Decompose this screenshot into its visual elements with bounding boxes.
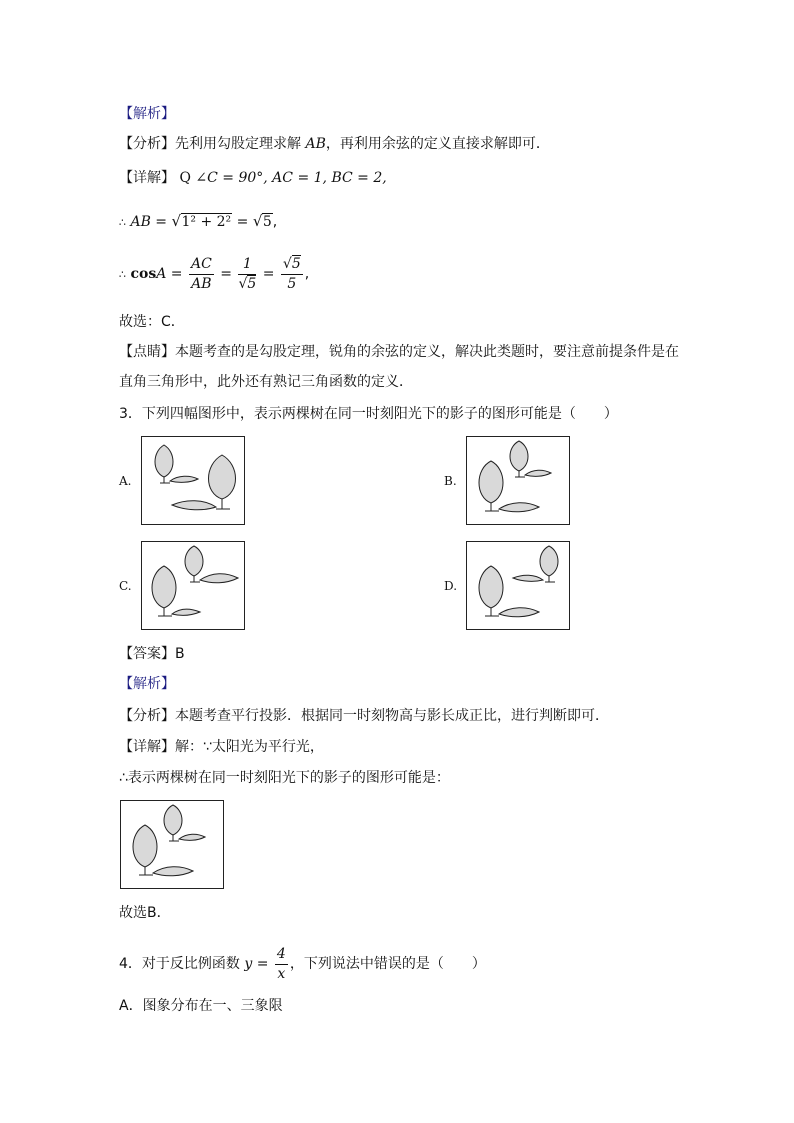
question-4-stem <box>119 944 486 984</box>
option-a-label: A. <box>119 474 132 488</box>
frac-sqrt5-5 <box>281 255 303 294</box>
option-b-figure[interactable] <box>466 436 570 525</box>
cos-eq2: = <box>220 266 232 282</box>
ab-lhs: AB = <box>130 214 168 230</box>
fenxi-text-b: ，再利用余弦的定义直接求解即可． <box>325 136 550 152</box>
option-d-figure[interactable] <box>466 541 570 630</box>
cos-label: cos <box>130 266 157 282</box>
q4-frac-num: 4 <box>275 945 288 965</box>
option-d-label: D. <box>444 579 458 593</box>
radical-icon: √ <box>238 275 248 292</box>
fenxi-line <box>119 134 550 154</box>
fenxi-ab: AB <box>305 136 326 152</box>
tree-small <box>155 445 198 483</box>
frac-num-sqrt <box>281 255 303 275</box>
xiangjie-line <box>119 168 387 188</box>
q4-fraction <box>275 945 288 984</box>
frac-1-sqrt5 <box>238 255 256 294</box>
tree-small <box>513 546 558 582</box>
tree-small <box>510 441 551 477</box>
sqrt-result <box>253 212 273 232</box>
fenxi-line-2: 【分析】本题考查平行投影．根据同一时刻物高与影长成正比，进行判断即可． <box>119 708 609 724</box>
xiangjie-q: Q <box>179 170 191 186</box>
ab-equation <box>119 212 277 233</box>
q4-stem-a: 4．对于反比例函数 <box>119 956 240 972</box>
cos-eq1: = <box>170 266 183 282</box>
cos-eq3: = <box>262 266 275 282</box>
tree-large <box>133 825 193 876</box>
fenxi-text-a: 先利用勾股定理求解 <box>175 136 301 152</box>
q4-stem-b: ，下列说法中错误的是（ ） <box>289 956 486 972</box>
radical-icon: √ <box>282 255 292 272</box>
frac-den-value: 5 <box>247 275 257 292</box>
q4-y-eq: y = <box>244 956 269 972</box>
xiangjie-conditions: ∠C = 90°, AC = 1, BC = 2, <box>195 170 387 186</box>
sqrt-expression <box>172 212 233 232</box>
q4-option-a[interactable]: A．图象分布在一、三象限 <box>119 998 283 1014</box>
guxuan-b: 故选B． <box>119 905 171 921</box>
sqrt-result-content: 5 <box>262 214 272 230</box>
frac-ac-ab <box>189 255 214 294</box>
cos-end: , <box>304 266 310 282</box>
cos-angle: A <box>156 266 167 282</box>
question-3-stem: 3．下列四幅图形中，表示两棵树在同一时刻阳光下的影子的图形可能是（ ） <box>119 406 618 422</box>
xiangjie-line-2: 【详解】解：∵太阳光为平行光， <box>119 739 324 755</box>
tree-large <box>479 461 539 512</box>
tree-large <box>479 566 539 617</box>
therefore-symbol: ∴ <box>119 216 126 229</box>
q4-frac-den: x <box>277 965 286 982</box>
ab-end: , <box>272 214 278 230</box>
dianjing-tag: 【点睛】 <box>119 344 175 360</box>
therefore-symbol: ∴ <box>119 268 126 281</box>
ab-eq: = <box>236 214 249 230</box>
analysis-heading: 【解析】 <box>119 106 175 122</box>
frac-num-value: 5 <box>291 255 301 272</box>
radical-icon: √ <box>252 212 263 230</box>
dianjing-line-1 <box>119 342 679 362</box>
therefore-line-2: ∴表示两棵树在同一时刻阳光下的影子的图形可能是： <box>119 770 450 786</box>
cos-equation <box>119 254 309 295</box>
frac-den-sqrt <box>238 275 256 294</box>
tree-small <box>164 805 205 841</box>
frac-num: 1 <box>238 255 256 275</box>
option-c-figure[interactable] <box>141 541 245 630</box>
option-a-figure[interactable] <box>141 436 245 525</box>
frac-den: AB <box>191 275 212 292</box>
answer-figure <box>120 800 224 889</box>
tree-small <box>185 546 238 583</box>
frac-num: AC <box>189 255 214 275</box>
guxuan-c: 故选：C． <box>119 314 185 330</box>
analysis-heading-2: 【解析】 <box>119 676 175 692</box>
fenxi-tag: 【分析】 <box>119 136 175 152</box>
radical-icon: √ <box>171 212 182 230</box>
option-c-label: C. <box>119 579 132 593</box>
sqrt-content: 1² + 2² <box>181 214 232 230</box>
dianjing-line-2: 直角三角形中，此外还有熟记三角函数的定义． <box>119 374 413 390</box>
xiangjie-tag: 【详解】 <box>119 170 175 186</box>
dianjing-text-1: 本题考查的是勾股定理，锐角的余弦的定义，解决此类题时，要注意前提条件是在 <box>175 344 679 360</box>
option-b-label: B. <box>444 474 457 488</box>
answer-line: 【答案】B <box>119 646 185 662</box>
frac-den: 5 <box>287 275 297 292</box>
